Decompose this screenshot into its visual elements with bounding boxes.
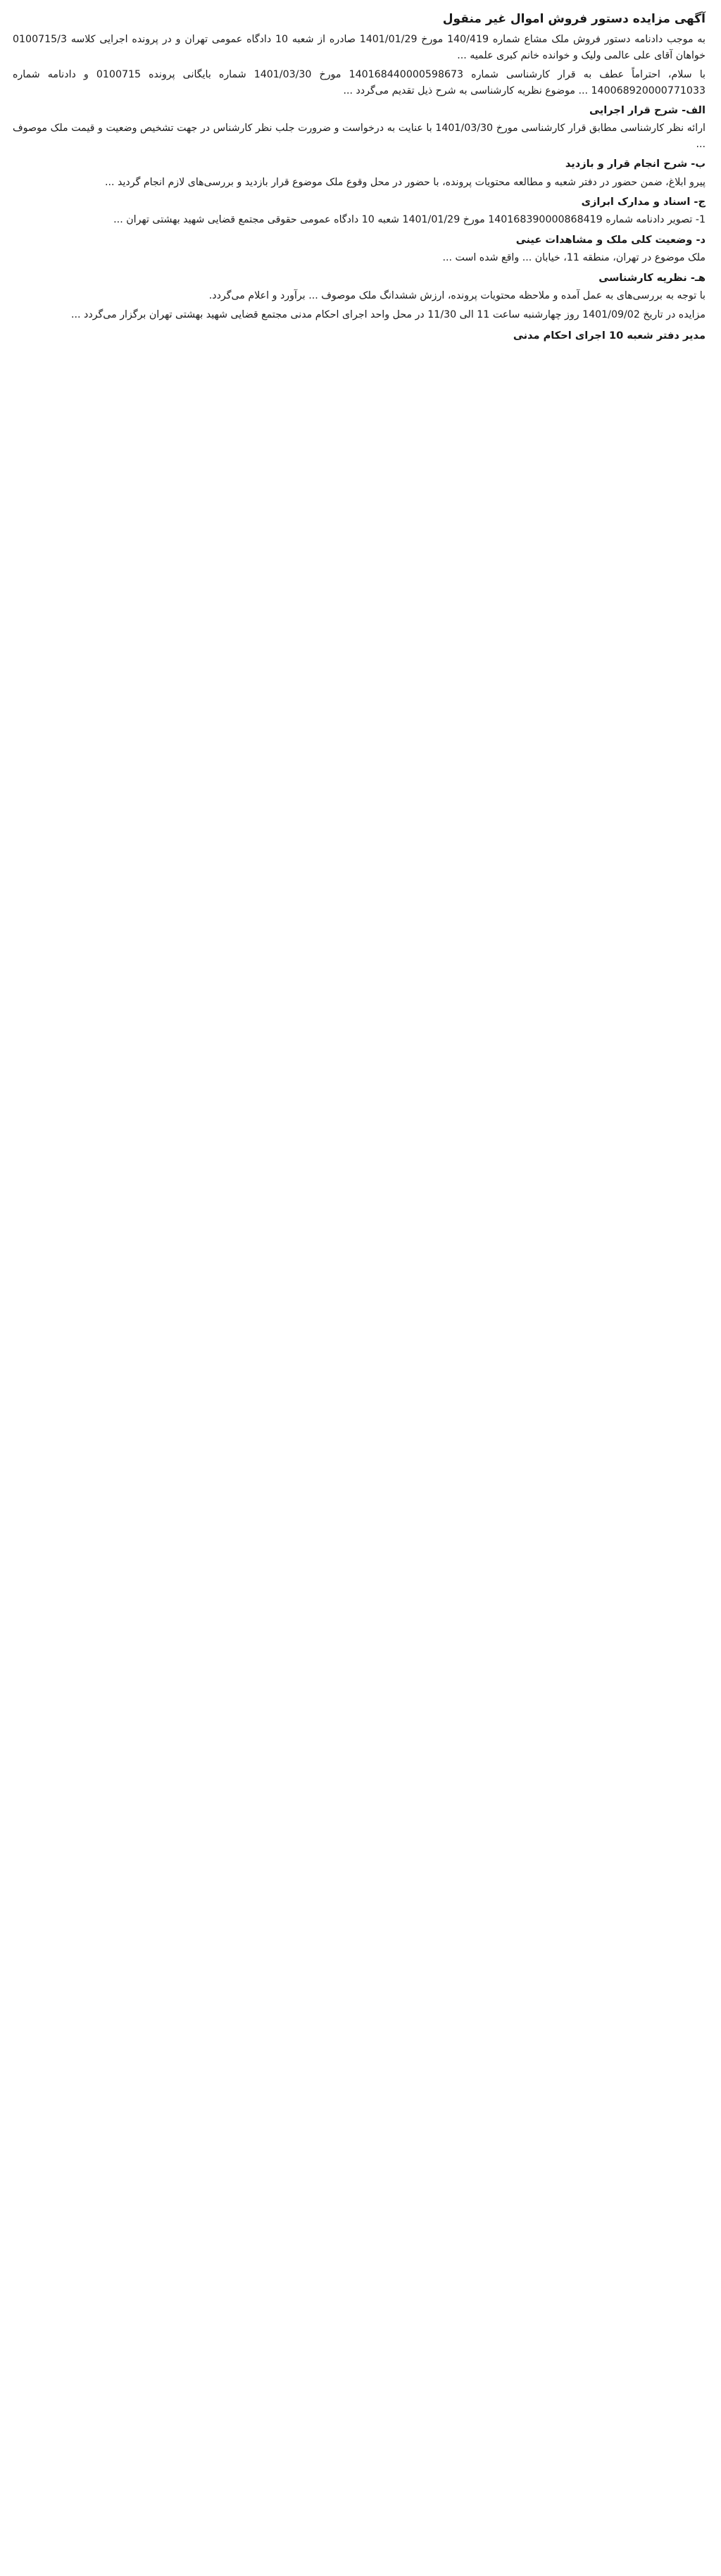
section-text: 1- تصویر دادنامه شماره 140168390000868419 مورخ 1401/01/29 شعبه 10 دادگاه عمومی حقوقی مجتمع قضایی شهید بهشتی تهران ... xyxy=(113,214,706,226)
section xyxy=(13,232,706,266)
section xyxy=(13,156,706,190)
section-text: ارائه نظر کارشناسی مطابق قرار کارشناسی مورخ 1401/03/30 با عنایت به درخواست و ضرورت جلب نظر کارشناس در جهت تشخیص وضعیت و قیمت ملک موصوف ... xyxy=(13,123,706,150)
section-heading: د- وضعیت کلی ملک و مشاهدات عینی xyxy=(515,233,706,246)
signature-line: مدیر دفتر شعبه 10 اجرای احکام مدنی xyxy=(513,329,706,342)
section xyxy=(13,102,706,152)
auction-paragraph: مزایده در تاریخ 1401/09/02 روز چهارشنبه ساعت 11 الی 11/30 در محل واحد اجرای احکام مدنی مجتمع قضایی شهید بهشتی تهران برگزار می‌گردد ... xyxy=(71,309,706,321)
section-heading: ج- اسناد و مدارک ابرازی xyxy=(581,195,706,208)
section xyxy=(13,194,706,228)
section-text: ملک موضوع در تهران، منطقه 11، خیابان ... واقع شده است ... xyxy=(442,252,706,264)
section-text: پیرو ابلاغ، ضمن حضور در دفتر شعبه و مطالعه محتویات پرونده، با حضور در محل وقوع ملک موضوع قرار بازدید و بررسی‌های لازم انجام گردید ... xyxy=(104,176,706,188)
notice-title: آگهی مزایده دستور فروش اموال غیر منقول xyxy=(442,12,706,26)
section-text: با توجه به بررسی‌های به عمل آمده و ملاحظه محتویات پرونده، ارزش ششدانگ ملک موصوف ... برآورد و اعلام می‌گردد. xyxy=(208,289,706,301)
section-heading: ب- شرح انجام قرار و بازدید xyxy=(565,158,706,170)
section-heading: هـ- نظریه کارشناسی xyxy=(598,271,706,284)
section xyxy=(13,270,706,304)
section xyxy=(13,67,706,99)
notice-intro: به موجب دادنامه دستور فروش ملک مشاع شماره 140/419 مورخ 1401/01/29 صادره از شعبه 10 دادگاه عمومی تهران و در پرونده اجرایی کلاسه 0100715/3 خواهان آقای علی عالمی ولیک و خوانده خانم کبری علمیه ... xyxy=(13,34,706,61)
section-text: با سلام، احتراماً عطف به قرار کارشناسی شماره 140168440000598673 مورخ 1401/03/30 شماره بایگانی پرونده 0100715 و دادنامه شماره 140068920000771033 ... موضوع نظریه کارشناسی به شرح ذیل تقدیم می‌گردد ... xyxy=(13,69,706,96)
section-heading: الف- شرح قرار اجرایی xyxy=(589,104,706,116)
